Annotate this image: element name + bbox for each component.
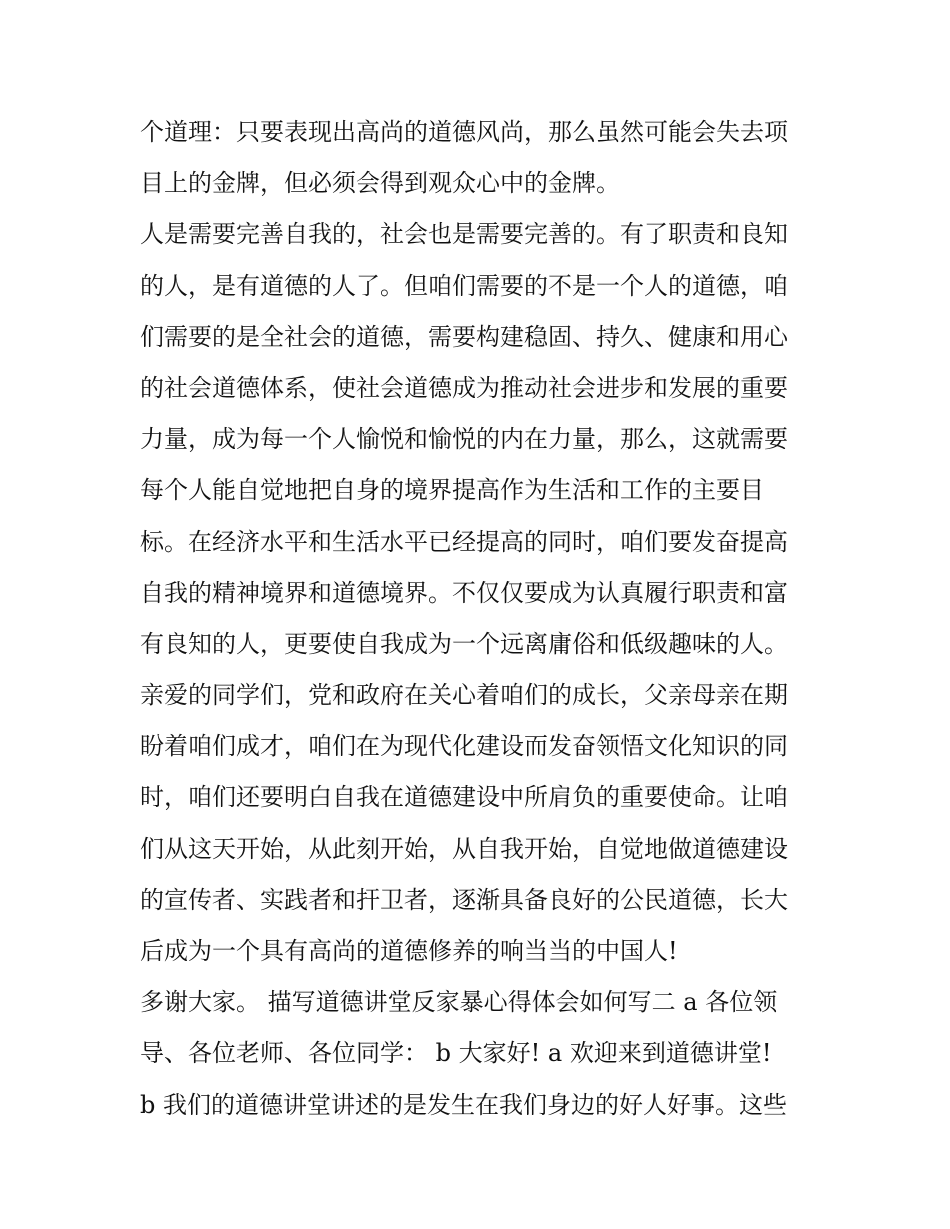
text-line: 后成为一个具有高尚的道德修养的响当当的中国人! <box>140 937 678 965</box>
text-line: 的人，是有道德的人了。但咱们需要的不是一个人的道德，咱 <box>140 271 788 300</box>
text-line: 每个人能自觉地把自身的境界提高作为生活和工作的主要目 <box>140 476 764 505</box>
text-line: 目上的金牌，但必须会得到观众心中的金牌。 <box>140 169 620 198</box>
text-line: 多谢大家。 描写道德讲堂反家暴心得体会如何写二 a 各位领 <box>140 988 778 1017</box>
text-line: 标。在经济水平和生活水平已经提高的同时，咱们要发奋提高 <box>140 527 788 556</box>
text-line: 时，咱们还要明白自我在道德建设中所肩负的重要使命。让咱 <box>140 783 788 812</box>
text-line: 盼着咱们成才，咱们在为现代化建设而发奋领悟文化知识的同 <box>140 732 788 761</box>
text-line: 的社会道德体系，使社会道德成为推动社会进步和发展的重要 <box>140 373 788 402</box>
text-line: 有良知的人，更要使自我成为一个远离庸俗和低级趣味的人。 <box>140 629 788 658</box>
text-line: 力量，成为每一个人愉悦和愉悦的内在力量，那么，这就需要 <box>140 425 788 454</box>
text-line: 亲爱的同学们，党和政府在关心着咱们的成长，父亲母亲在期 <box>140 681 788 710</box>
text-line: b 我们的道德讲堂讲述的是发生在我们身边的好人好事。这些 <box>140 1090 787 1119</box>
text-line: 个道理：只要表现出高尚的道德风尚，那么虽然可能会失去项 <box>140 118 788 146</box>
text-line: 人是需要完善自我的，社会也是需要完善的。有了职责和良知 <box>140 220 788 249</box>
text-line: 们需要的是全社会的道德，需要构建稳固、持久、健康和用心 <box>140 322 788 351</box>
document-body <box>140 107 820 1131</box>
text-line: 导、各位老师、各位同学： b 大家好! a 欢迎来到道德讲堂! <box>140 1039 772 1068</box>
text-line: 们从这天开始，从此刻开始，从自我开始，自觉地做道德建设 <box>140 834 788 863</box>
text-line: 的宣传者、实践者和扞卫者，逐渐具备良好的公民道德，长大 <box>140 885 788 914</box>
text-line: 自我的精神境界和道德境界。不仅仅要成为认真履行职责和富 <box>140 578 788 607</box>
